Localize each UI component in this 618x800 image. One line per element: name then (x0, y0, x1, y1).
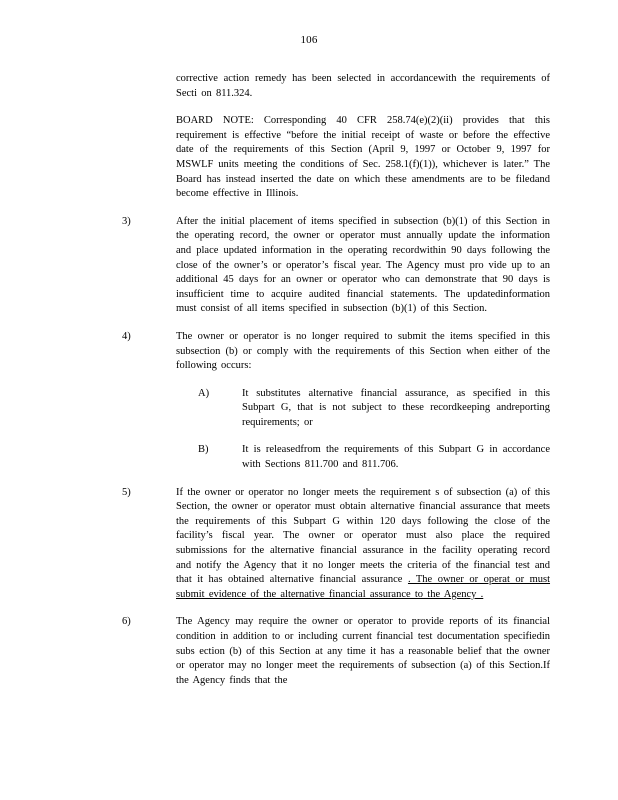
lettered-item-a (176, 387, 550, 431)
numbered-item-4-marker: 4) (122, 330, 131, 342)
numbered-item-5-text (176, 486, 550, 603)
numbered-item-3-text: After the initial placement of items specified in subsection (b)(1) of this Section in the operating record, the owner or operator must annually update the information and place updated information in the operating recordwithin 90 days following the close of the owner’s or operator’s fiscal year. The Agency must pro vide up to an additional 45 days for an owner or operator who can demonstrate that 90 days is insufficient time to acquire audited financial statements. The updatedinformation must consist of all items specified in subsection (b)(1) of this Section. (176, 215, 550, 315)
numbered-item-3-marker: 3) (122, 215, 131, 227)
page-number: 106 (300, 34, 318, 46)
lettered-item-b-marker: B) (198, 444, 209, 456)
numbered-item-6 (122, 615, 550, 688)
numbered-item-6-marker: 6) (122, 616, 131, 628)
numbered-item-3 (122, 215, 550, 317)
numbered-item-6-text: The Agency may require the owner or operator to provide reports of its financial condition in addition to or including current financial test documentation specifiedin subs ection (b) of this Section at any time it has a reasonable belief that the owner or operator may no longer meet the requirements of subsection (a) of this Section.If the Agency finds that the (176, 616, 550, 686)
numbered-item-5 (122, 486, 551, 603)
numbered-item-5-text-underlined: . The owner or operat or must submit evidence of the alternative financial assurance to the Agency . (176, 574, 551, 600)
lettered-item-a-marker: A) (198, 387, 210, 399)
numbered-item-5-marker: 5) (122, 486, 131, 498)
paragraph-board-note: BOARD NOTE: Corresponding 40 CFR 258.74(e)(2)(ii) provides that this requirement is effective “before the initial receipt of waste or before the effective date of the requirements of this Section (April 9, 1997 or October 9, 1997 for MSWLF units meeting the conditions of Sec. 258.1(f)(1)), whichever is later.” The Board has instead inserted the date on which these amendments are to be filedand become effective in Illinois. (176, 115, 550, 200)
numbered-item-5-text-plain: If the owner or operator no longer meets the requirement s of subsection (a) of this Section, the owner or operator must obtain alternative financial assurance that meets the requirements of this Subpart G within 120 days following the close of the facility’s fiscal year. The owner or operator must also place the required submissions for the alternative financial assurance in the facility operating record and notify the Agency that it no longer meets the criteria of the financial test and that it has obtained alternative financial assurance (176, 486, 550, 586)
lettered-item-b (176, 443, 550, 472)
numbered-item-4-text: The owner or operator is no longer required to submit the items specified in this subsection (b) or comply with the requirements of this Section when either of the following occurs: (176, 330, 550, 372)
document-body (0, 72, 618, 688)
paragraph-corrective-action: corrective action remedy has been selected in accordancewith the requirements of Secti on 811.324. (176, 73, 550, 99)
lettered-item-a-text: It substitutes alternative financial assurance, as specified in this Subpart G, that is not subject to these recordkeeping andreporting requirements; or (242, 387, 550, 428)
numbered-item-4 (122, 330, 550, 374)
lettered-item-b-text: It is releasedfrom the requirements of this Subpart G in accordance with Sections 811.700 and 811.706. (242, 444, 550, 471)
